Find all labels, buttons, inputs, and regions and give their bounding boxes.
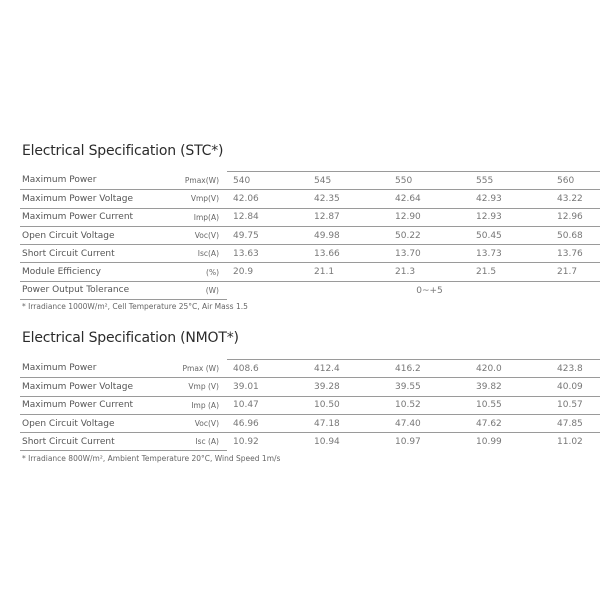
unit-label: Pmax(W) xyxy=(158,172,227,190)
value-cell: 13.76 xyxy=(551,245,600,263)
tolerance-value: 0~+5 xyxy=(227,281,600,299)
value-cell: 50.22 xyxy=(389,226,470,244)
value-cell: 13.73 xyxy=(470,245,551,263)
value-cell: 39.01 xyxy=(227,378,308,396)
value-cell: 42.35 xyxy=(308,190,389,208)
value-cell: 39.28 xyxy=(308,378,389,396)
value-cell: 12.93 xyxy=(470,208,551,226)
value-cell: 50.68 xyxy=(551,226,600,244)
stc-spec-table xyxy=(20,171,600,300)
table-row xyxy=(20,281,600,299)
unit-label: Vmp(V) xyxy=(158,190,227,208)
value-cell: 47.18 xyxy=(308,414,389,432)
value-cell: 20.9 xyxy=(227,263,308,281)
value-cell: 555 xyxy=(470,172,551,190)
table-row xyxy=(20,396,600,414)
parameter-label: Maximum Power Current xyxy=(20,396,158,414)
unit-label: Isc(A) xyxy=(158,245,227,263)
parameter-label: Maximum Power xyxy=(20,360,158,378)
table-row xyxy=(20,245,600,263)
value-cell: 13.70 xyxy=(389,245,470,263)
stc-footnote: * Irradiance 1000W/m², Cell Temperature 25°C, Air Mass 1.5 xyxy=(22,302,248,311)
parameter-label: Module Efficiency xyxy=(20,263,158,281)
value-cell: 11.02 xyxy=(551,433,600,451)
value-cell: 10.99 xyxy=(470,433,551,451)
value-cell: 560 xyxy=(551,172,600,190)
value-cell: 21.7 xyxy=(551,263,600,281)
value-cell: 10.94 xyxy=(308,433,389,451)
table-row xyxy=(20,378,600,396)
table-row xyxy=(20,360,600,378)
value-cell: 10.55 xyxy=(470,396,551,414)
unit-label: Imp(A) xyxy=(158,208,227,226)
value-cell: 12.96 xyxy=(551,208,600,226)
value-cell: 50.45 xyxy=(470,226,551,244)
parameter-label: Maximum Power xyxy=(20,172,158,190)
table-row xyxy=(20,433,600,451)
value-cell: 420.0 xyxy=(470,360,551,378)
parameter-label: Maximum Power Current xyxy=(20,208,158,226)
value-cell: 13.66 xyxy=(308,245,389,263)
unit-label: Isc (A) xyxy=(158,433,227,451)
unit-label: Voc(V) xyxy=(158,226,227,244)
value-cell: 47.62 xyxy=(470,414,551,432)
table-row xyxy=(20,226,600,244)
value-cell: 10.97 xyxy=(389,433,470,451)
parameter-label: Power Output Tolerance xyxy=(20,281,158,299)
value-cell: 408.6 xyxy=(227,360,308,378)
stc-section-title: Electrical Specification (STC*) xyxy=(22,143,224,159)
value-cell: 49.98 xyxy=(308,226,389,244)
parameter-label: Short Circuit Current xyxy=(20,433,158,451)
value-cell: 416.2 xyxy=(389,360,470,378)
table-row xyxy=(20,414,600,432)
value-cell: 550 xyxy=(389,172,470,190)
nmot-spec-table xyxy=(20,359,600,451)
value-cell: 21.3 xyxy=(389,263,470,281)
unit-label: Imp (A) xyxy=(158,396,227,414)
value-cell: 39.55 xyxy=(389,378,470,396)
value-cell: 10.92 xyxy=(227,433,308,451)
value-cell: 21.1 xyxy=(308,263,389,281)
value-cell: 545 xyxy=(308,172,389,190)
value-cell: 43.22 xyxy=(551,190,600,208)
value-cell: 12.87 xyxy=(308,208,389,226)
value-cell: 39.82 xyxy=(470,378,551,396)
parameter-label: Short Circuit Current xyxy=(20,245,158,263)
value-cell: 412.4 xyxy=(308,360,389,378)
value-cell: 540 xyxy=(227,172,308,190)
unit-label: Pmax (W) xyxy=(158,360,227,378)
value-cell: 10.47 xyxy=(227,396,308,414)
value-cell: 10.50 xyxy=(308,396,389,414)
parameter-label: Maximum Power Voltage xyxy=(20,190,158,208)
value-cell: 49.75 xyxy=(227,226,308,244)
parameter-label: Open Circuit Voltage xyxy=(20,414,158,432)
table-row xyxy=(20,172,600,190)
nmot-section-title: Electrical Specification (NMOT*) xyxy=(22,330,239,346)
value-cell: 46.96 xyxy=(227,414,308,432)
value-cell: 42.64 xyxy=(389,190,470,208)
value-cell: 10.52 xyxy=(389,396,470,414)
unit-label: (%) xyxy=(158,263,227,281)
value-cell: 42.93 xyxy=(470,190,551,208)
table-row xyxy=(20,208,600,226)
value-cell: 423.8 xyxy=(551,360,600,378)
value-cell: 12.84 xyxy=(227,208,308,226)
table-row xyxy=(20,190,600,208)
value-cell: 13.63 xyxy=(227,245,308,263)
value-cell: 10.57 xyxy=(551,396,600,414)
unit-label: Vmp (V) xyxy=(158,378,227,396)
nmot-footnote: * Irradiance 800W/m², Ambient Temperature 20°C, Wind Speed 1m/s xyxy=(22,454,281,463)
value-cell: 47.85 xyxy=(551,414,600,432)
value-cell: 12.90 xyxy=(389,208,470,226)
unit-label: Voc(V) xyxy=(158,414,227,432)
value-cell: 21.5 xyxy=(470,263,551,281)
parameter-label: Open Circuit Voltage xyxy=(20,226,158,244)
unit-label: (W) xyxy=(158,281,227,299)
parameter-label: Maximum Power Voltage xyxy=(20,378,158,396)
table-row xyxy=(20,263,600,281)
value-cell: 42.06 xyxy=(227,190,308,208)
value-cell: 47.40 xyxy=(389,414,470,432)
value-cell: 40.09 xyxy=(551,378,600,396)
